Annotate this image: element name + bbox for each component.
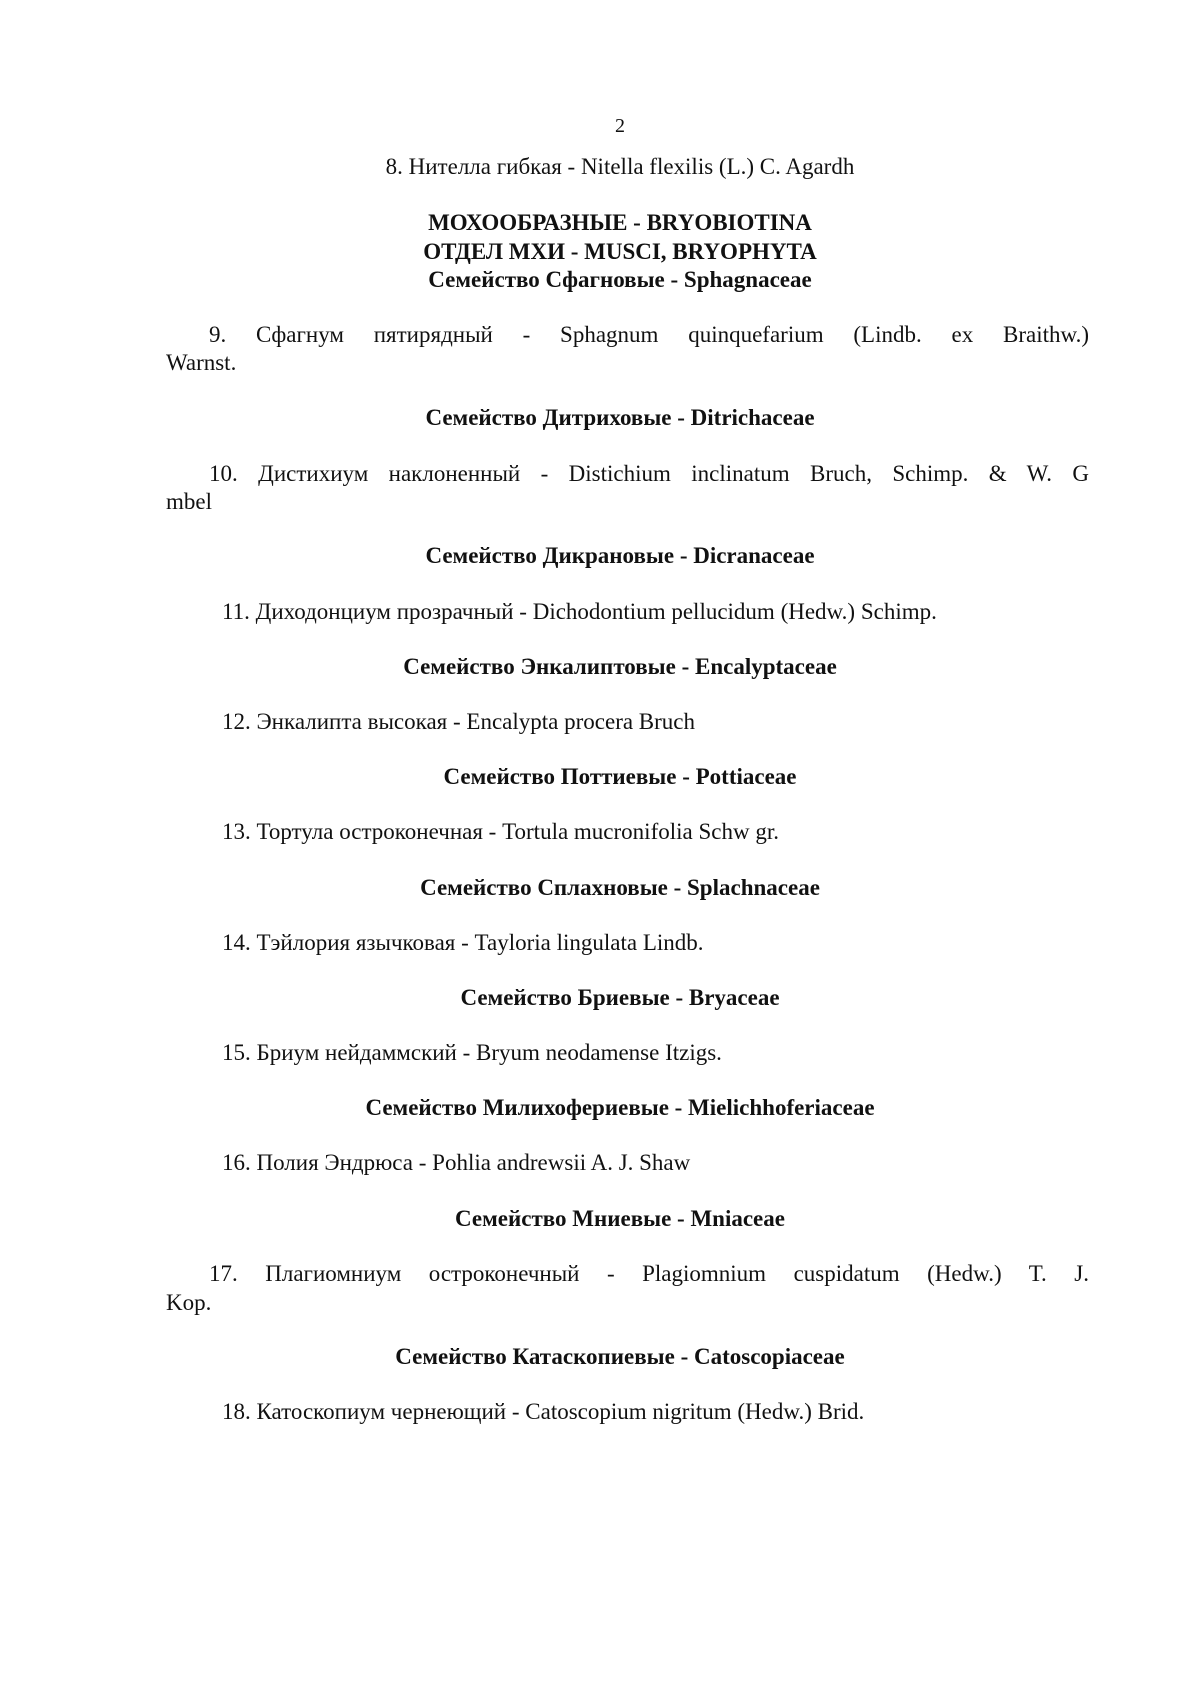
family-heading: Семейство Энкалиптовые - Encalyptaceae bbox=[403, 654, 837, 679]
family-heading: Семейство Катаскопиевые - Catoscopiaceae bbox=[395, 1344, 845, 1369]
species-entry: 10. Дистихиум наклоненный - Distichium inclinatum Bruch, Schimp. & W. G bbox=[209, 461, 1089, 486]
family-heading: Семейство Поттиевые - Pottiaceae bbox=[443, 764, 797, 789]
family-heading: Семейство Дитриховые - Ditrichaceae bbox=[425, 405, 815, 430]
family-heading: Семейство Бриевые - Bryaceae bbox=[460, 985, 780, 1010]
family-heading: Семейство Сфагновые - Sphagnaceae bbox=[428, 267, 812, 292]
species-entry: 18. Катоскопиум чернеющий - Catoscopium nigritum (Hedw.) Brid. bbox=[222, 1399, 865, 1424]
species-entry-continuation: Kop. bbox=[166, 1290, 212, 1315]
family-heading: Семейство Милихофериевые - Mielichhoferiaceae bbox=[365, 1095, 875, 1120]
species-entry: 17. Плагиомниум остроконечный - Plagiomnium cuspidatum (Hedw.) T. J. bbox=[209, 1261, 1089, 1286]
family-heading: Семейство Сплахновые - Splachnaceae bbox=[420, 875, 820, 900]
species-entry: 15. Бриум нейдаммский - Bryum neodamense Itzigs. bbox=[222, 1040, 722, 1065]
family-heading: Семейство Мниевые - Mniaceae bbox=[455, 1206, 785, 1231]
species-entry: 14. Тэйлория язычковая - Tayloria lingulata Lindb. bbox=[222, 930, 704, 955]
species-entry: 16. Полия Эндрюса - Pohlia andrewsii A. J. Shaw bbox=[222, 1150, 691, 1175]
species-entry-continuation: mbel bbox=[166, 489, 212, 514]
species-entry: 13. Тортула остроконечная - Tortula mucronifolia Schw gr. bbox=[222, 819, 779, 844]
species-entry: 12. Энкалипта высокая - Encalypta procera Bruch bbox=[222, 709, 696, 734]
species-entry: 9. Сфагнум пятирядный - Sphagnum quinquefarium (Lindb. ex Braithw.) bbox=[209, 322, 1089, 347]
species-entry: 11. Диходонциум прозрачный - Dichodontium pellucidum (Hedw.) Schimp. bbox=[222, 599, 937, 624]
species-entry-continuation: Warnst. bbox=[166, 350, 237, 375]
group-heading: МОХООБРАЗНЫЕ - BRYOBIOTINA bbox=[428, 210, 812, 235]
division-heading: ОТДЕЛ МХИ - MUSCI, BRYOPHYTA bbox=[423, 239, 817, 264]
species-entry: 8. Нителла гибкая - Nitella flexilis (L.) C. Agardh bbox=[385, 154, 855, 179]
page-number: 2 bbox=[615, 115, 625, 137]
family-heading: Семейство Дикрановые - Dicranaceae bbox=[425, 543, 815, 568]
